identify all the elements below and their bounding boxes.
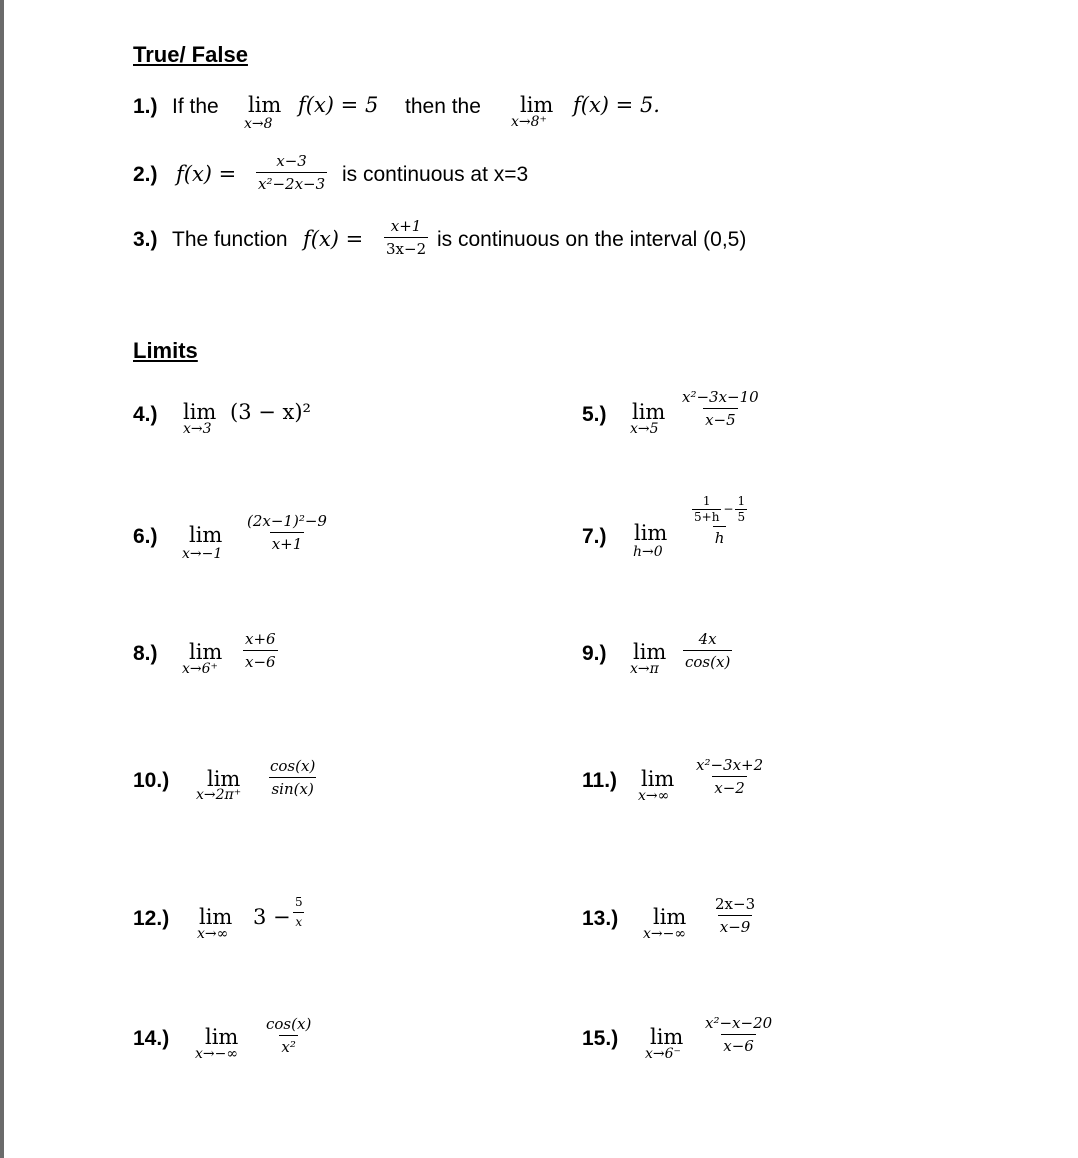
p13-den: x−9 — [718, 915, 753, 936]
p7-numerator — [690, 495, 749, 526]
p7-lim: lim — [634, 521, 668, 545]
p6-lim: lim — [189, 523, 223, 547]
p5-sub: x→5 — [630, 421, 659, 437]
p7-b-den: 5 — [737, 510, 746, 525]
p13-lim: lim — [653, 905, 687, 929]
p14-sub: x→−∞ — [195, 1046, 239, 1062]
p15-label: 15.) — [582, 1027, 619, 1050]
q2-label: 2.) — [133, 163, 158, 186]
q3-den: 3x−2 — [384, 237, 428, 258]
p10-sub: x→2π⁺ — [196, 787, 242, 803]
p13-fraction — [713, 896, 757, 937]
limits-heading: Limits — [133, 338, 198, 363]
p10-num: cos(x) — [270, 757, 316, 775]
page-edge — [0, 0, 4, 1158]
p15-num: x²−x−20 — [705, 1014, 773, 1032]
p14-num: cos(x) — [266, 1015, 312, 1033]
p12-label: 12.) — [133, 907, 170, 930]
p12-fraction — [293, 896, 305, 930]
p12-lim: lim — [199, 905, 233, 929]
q1-sub-2: x→8⁺ — [511, 114, 547, 130]
p5-num: x²−3x−10 — [682, 388, 759, 406]
q3-num: x+1 — [390, 217, 422, 235]
p12-num: 5 — [295, 895, 303, 909]
q3-fraction — [384, 218, 428, 259]
p7-subfrac-a — [692, 495, 721, 524]
p4-label: 4.) — [133, 403, 158, 426]
q1-expr-2: f(x) = 5. — [573, 93, 660, 117]
p14-label: 14.) — [133, 1027, 170, 1050]
p10-den: sin(x) — [269, 777, 315, 798]
q1-pre: If the — [172, 95, 219, 118]
p11-num: x²−3x+2 — [696, 756, 764, 774]
p8-num: x+6 — [245, 630, 276, 648]
p4-lim: lim — [183, 400, 217, 424]
p6-num: (2x−1)²−9 — [247, 512, 327, 530]
p13-label: 13.) — [582, 907, 619, 930]
p8-den: x−6 — [243, 650, 278, 671]
p9-fraction — [683, 631, 732, 672]
p9-lim: lim — [633, 640, 667, 664]
p10-fraction — [268, 758, 317, 799]
p11-fraction — [694, 757, 765, 798]
p13-sub: x→−∞ — [643, 926, 687, 942]
p5-den: x−5 — [703, 408, 738, 429]
p8-lim: lim — [189, 640, 223, 664]
q2-den: x²−2x−3 — [256, 172, 327, 193]
q2-fraction — [256, 153, 327, 194]
p15-fraction — [703, 1015, 774, 1056]
p15-den: x−6 — [721, 1034, 756, 1055]
p12-den: x — [293, 912, 304, 930]
p14-den: x² — [279, 1035, 297, 1056]
q1-mid: then the — [405, 95, 481, 118]
p4-expr: (3 − x)² — [230, 400, 311, 424]
p4-sub: x→3 — [183, 421, 212, 437]
q2-num: x−3 — [276, 152, 307, 170]
p11-lim: lim — [641, 767, 675, 791]
p15-lim: lim — [650, 1025, 684, 1049]
p7-subfrac-b — [735, 495, 747, 524]
p6-fraction — [245, 513, 329, 554]
p11-sub: x→∞ — [638, 788, 670, 804]
p7-b-num: 1 — [737, 494, 746, 508]
p7-minus: − — [723, 501, 734, 516]
p14-lim: lim — [205, 1025, 239, 1049]
q1-expr-1: f(x) = 5 — [298, 93, 379, 117]
q2-fx: f(x) = — [176, 162, 237, 186]
q2-post: is continuous at x=3 — [342, 163, 529, 186]
p14-fraction — [264, 1016, 313, 1057]
q1-sub-1: x→8 — [244, 116, 273, 132]
p12-sub: x→∞ — [197, 926, 229, 942]
q3-post: is continuous on the interval (0,5) — [437, 228, 747, 251]
p15-sub: x→6⁻ — [645, 1046, 681, 1062]
true-false-heading: True/ False — [133, 42, 248, 67]
p10-lim: lim — [207, 767, 241, 791]
p9-label: 9.) — [582, 642, 607, 665]
p11-den: x−2 — [712, 776, 747, 797]
p5-label: 5.) — [582, 403, 607, 426]
p7-den: h — [713, 526, 727, 547]
q3-pre: The function — [172, 228, 288, 251]
p12-expr: 3 − — [253, 905, 291, 929]
p6-sub: x→−1 — [182, 546, 223, 562]
p9-den: cos(x) — [683, 650, 732, 671]
p9-sub: x→π — [630, 661, 659, 677]
p5-lim: lim — [632, 400, 666, 424]
p7-a-num: 1 — [702, 494, 711, 508]
p5-fraction — [680, 389, 761, 430]
q1-label: 1.) — [133, 95, 158, 118]
q3-label: 3.) — [133, 228, 158, 251]
q3-fx: f(x) = — [303, 227, 364, 251]
p7-fraction — [690, 495, 749, 548]
p8-sub: x→6⁺ — [182, 661, 218, 677]
q1-lim-1: lim — [248, 93, 282, 117]
p10-label: 10.) — [133, 769, 170, 792]
q1-lim-2: lim — [520, 93, 554, 117]
p8-label: 8.) — [133, 642, 158, 665]
p7-label: 7.) — [582, 525, 607, 548]
p11-label: 11.) — [582, 769, 618, 792]
p6-label: 6.) — [133, 525, 158, 548]
p6-den: x+1 — [270, 532, 305, 553]
p7-a-den: 5+h — [694, 510, 720, 525]
p9-num: 4x — [698, 630, 717, 648]
p8-fraction — [243, 631, 278, 672]
p7-sub: h→0 — [633, 544, 663, 560]
p13-num: 2x−3 — [715, 895, 756, 913]
